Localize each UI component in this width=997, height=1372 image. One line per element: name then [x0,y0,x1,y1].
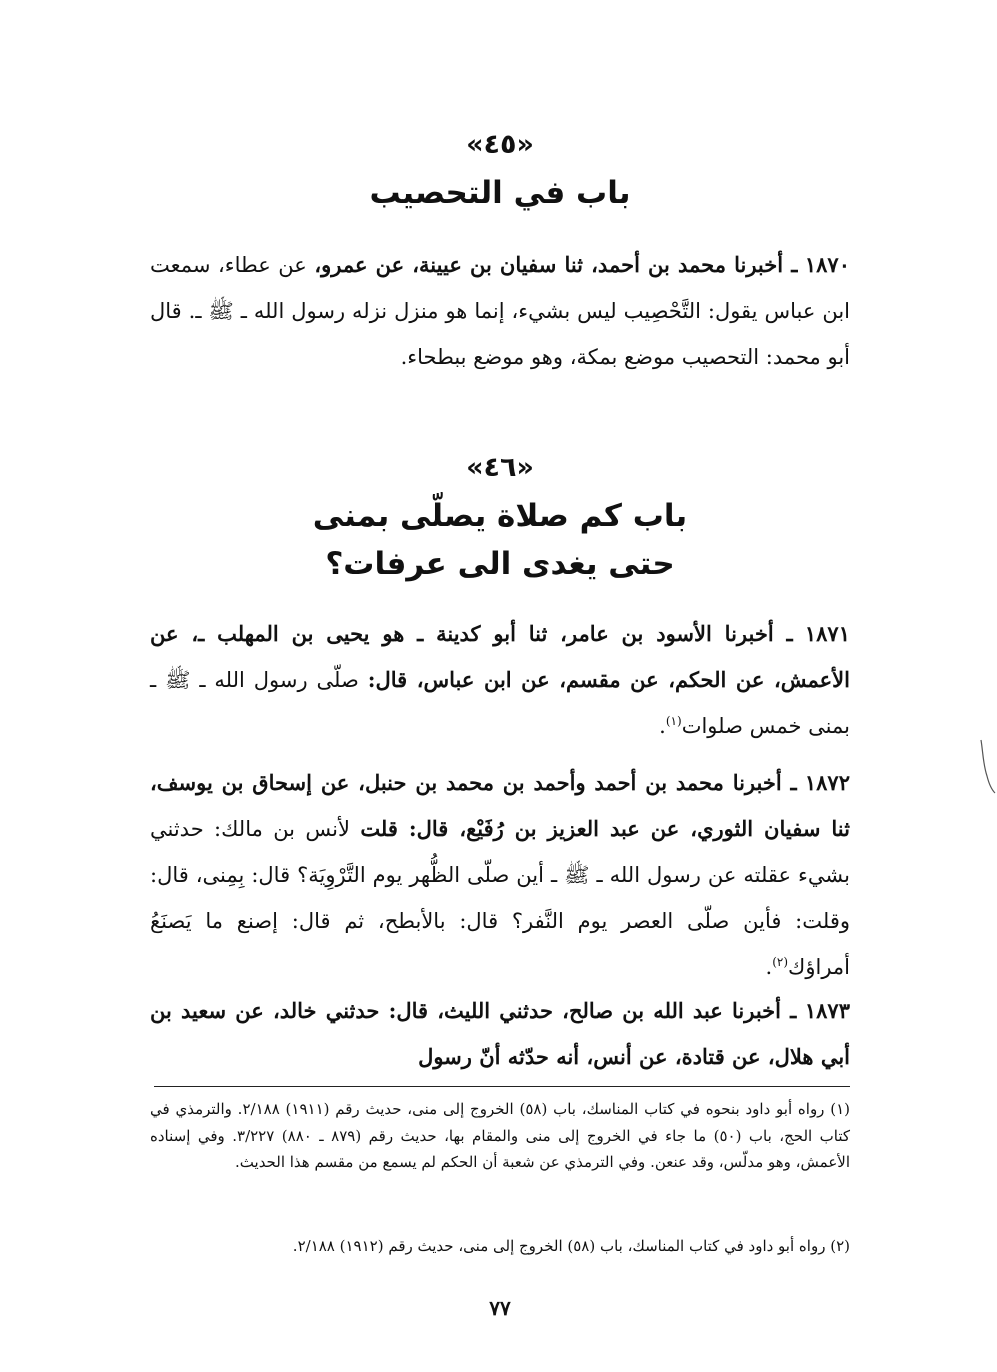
footnote-ref-1: (١) [665,714,682,728]
hadith-1870-body: عن عطاء، سمعت ابن عباس يقول: التَّحْصِيب ليس بشيء، إنما هو منزل نزله رسول الله ـ ﷺ ـ. قال أبو محمد: التحصيب موضع بمكة، وهو موضع ببطحاء. [150,253,850,369]
hadith-1870-lead: ـ أخبرنا محمد بن أحمد، ثنا سفيان بن عيينة، عن عمرو، [314,252,798,277]
hadith-1872: ١٨٧٢ ـ أخبرنا محمد بن أحمد وأحمد بن محمد بن حنبل، عن إسحاق بن يوسف، ثنا سفيان الثوري، عن عبد العزيز بن رُفَيْع، قال: قلت لأنس بن مالك: حدثني بشيء عقلته عن رسول الله ـ ﷺ ـ أين صلّى الظُّهر يوم التَّرْوِيَة؟ قال: بِمِنى، قال: وقلت: فأين صلّى العصر يوم النَّفر؟ قال: بالأبطح، ثم قال: إصنع ما يَصنَعُ أمراؤك$^{(٢)}$. [150,770,850,979]
chapter-45-title: باب في التحصيب [369,175,631,211]
hadith-1870 [150,242,850,380]
hadith-1872-number: ١٨٧٢ [804,770,850,795]
hadith-1871-lead: ـ أخبرنا الأسود بن عامر، ثنا أبو كدينة ـ هو يحيى بن المهلب ـ، عن الأعمش، عن الحكم، عن مقسم، عن ابن عباس، قال: [150,621,850,692]
hadith-1872-lead: ـ أخبرنا محمد بن أحمد وأحمد بن محمد بن حنبل، عن إسحاق بن يوسف، ثنا سفيان الثوري، عن عبد العزيز بن رُفَيْع، قال: قلت [150,770,850,841]
chapter-46-number: «٤٦» [466,452,534,483]
hadith-1872-body: لأنس بن مالك: حدثني بشيء عقلته عن رسول الله ـ ﷺ ـ أين صلّى الظُّهر يوم التَّرْوِيَة؟ قال: بِمِنى، قال: وقلت: فأين صلّى العصر يوم النَّفر؟ قال: بالأبطح، ثم قال: إصنع ما يَصنَعُ أمراؤك [150,817,850,979]
footnote-ref-2: (٢) [772,955,789,969]
scan-edge-mark [979,738,997,794]
chapter-46-title-line2: حتى يغدى الى عرفات؟ [325,546,675,582]
hadith-1873 [150,988,850,1080]
hadith-1871: ١٨٧١ ـ أخبرنا الأسود بن عامر، ثنا أبو كدينة ـ هو يحيى بن المهلب ـ، عن الأعمش، عن الحكم، عن مقسم، عن ابن عباس، قال: صلّى رسول الله ـ ﷺ ـ بمنى خمس صلوات$^{(١)}$. [150,621,850,738]
hadith-1870-number: ١٨٧٠ [804,252,850,277]
footnote-2 [150,1233,850,1260]
footnote-1-text: رواه أبو داود بنحوه في كتاب المناسك، باب (٥٨) الخروج إلى منى، حديث رقم (١٩١١) ٢/١٨٨. والترمذي في كتاب الحج، باب (٥٠) ما جاء في الخروج إلى منى والمقام بها، حديث رقم (٨٧٩ ـ ٨٨٠) ٣/٢٢٧. وفي إسناده الأعمش، وهو مدلّس، وقد عنعن. وفي الترمذي عن شعبة أن الحكم لم يسمع من مقسم هذا الحديث. [150,1100,851,1171]
footnote-2-text: رواه أبو داود في كتاب المناسك، باب (٥٨) الخروج إلى منى، حديث رقم (١٩١٢) ٢/١٨٨. [292,1237,826,1255]
hadith-1871-body: صلّى رسول الله ـ ﷺ ـ بمنى خمس صلوات [150,668,850,738]
footnote-1-marker: (١) [830,1100,851,1118]
hadith-1873-number: ١٨٧٣ [804,998,850,1023]
page-number: ٧٧ [489,1296,511,1320]
footnote-2-marker: (٢) [830,1237,850,1255]
footnote-separator [154,1086,850,1087]
chapter-46-title-line1: باب كم صلاة يصلّى بمنى [312,498,688,534]
hadith-1871-number: ١٨٧١ [804,621,850,646]
footnote-1 [150,1096,850,1176]
hadith-1873-lead: ـ أخبرنا عبد الله بن صالح، حدثني الليث، قال: حدثني خالد، عن سعيد بن أبي هلال، عن قتادة، عن أنس، أنه حدّثه أنّ رسول [150,998,850,1069]
chapter-45-number: «٤٥» [466,129,534,160]
